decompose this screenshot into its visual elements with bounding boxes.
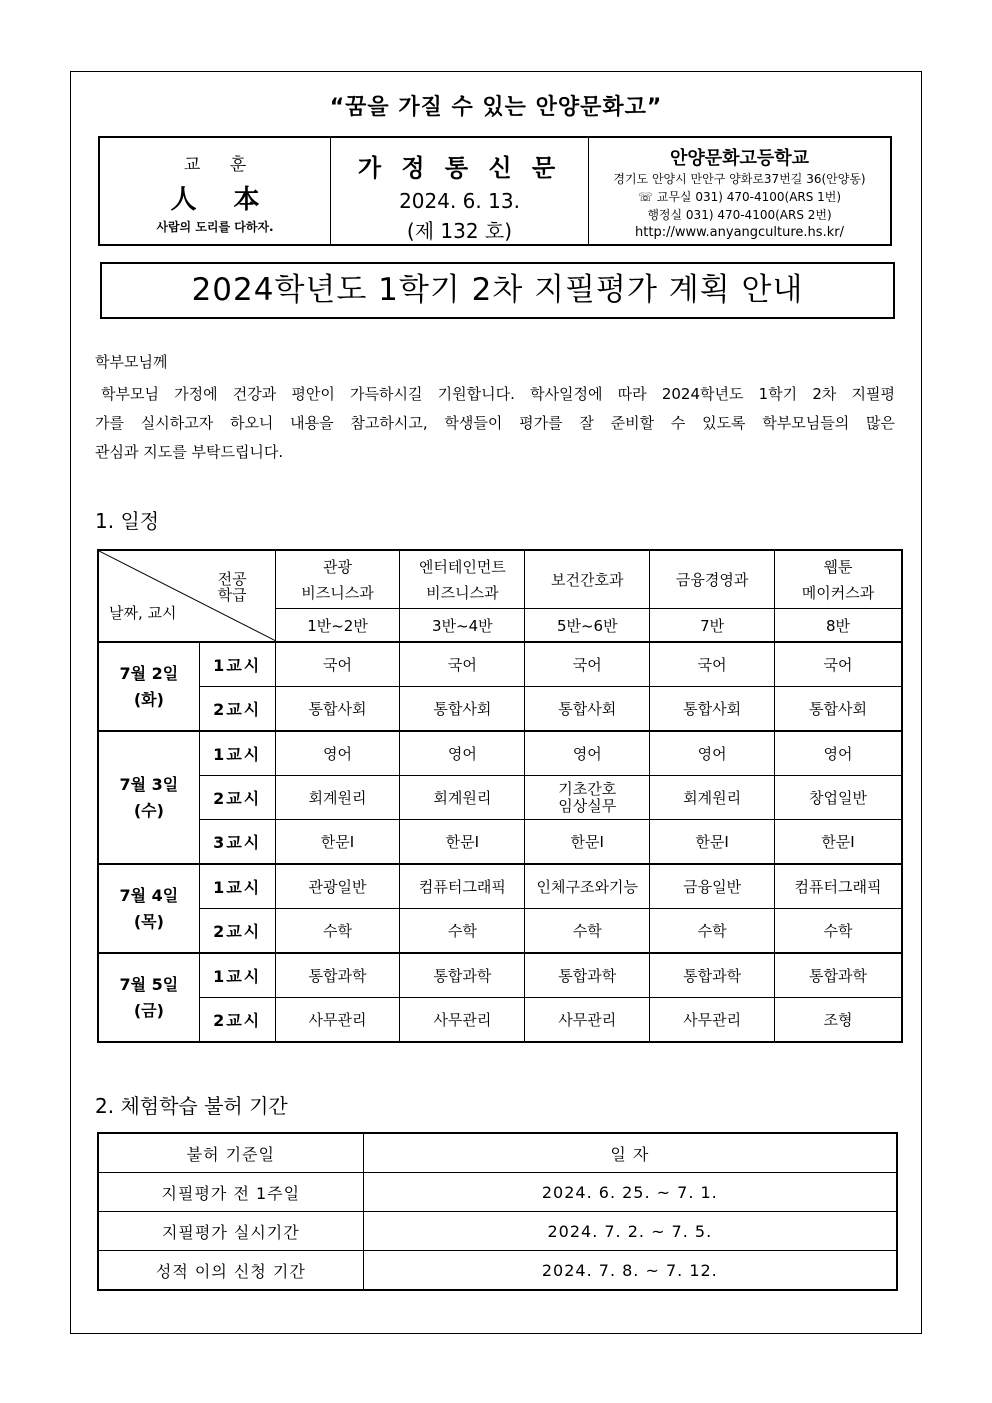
day-date: 7월 2일: [119, 663, 179, 683]
subject-cell: 통합과학: [525, 953, 650, 998]
gyohun-subtitle: 사람의 도리를 다하자.: [156, 220, 274, 234]
newsletter-issue: (제 132 호): [406, 219, 513, 243]
intro-paragraph: [95, 380, 895, 467]
subject-cell: 영어: [650, 731, 775, 776]
period-label: 1교시: [199, 642, 275, 687]
subject-cell: 통합사회: [650, 687, 775, 732]
subject-cell: 영어: [775, 731, 902, 776]
greeting: 학부모님께: [95, 353, 168, 371]
school-url[interactable]: http://www.anyangculture.hs.kr/: [635, 225, 844, 240]
day-cell: [99, 731, 200, 864]
subject-cell: 컴퓨터그래픽: [775, 864, 902, 909]
subject-cell: 통합사회: [525, 687, 650, 732]
subject-cell: 사무관리: [400, 998, 525, 1042]
schedule-table: [98, 550, 902, 1042]
class-header: 8반: [775, 609, 902, 643]
period-label: 2교시: [199, 909, 275, 954]
class-header: 3반~4반: [400, 609, 525, 643]
period-criteria: 성적 이의 신청 기간: [99, 1251, 364, 1290]
subject-cell: 한문Ⅰ: [525, 820, 650, 865]
subject-cell: 한문Ⅰ: [775, 820, 902, 865]
subject-cell: 수학: [775, 909, 902, 954]
class-header: 1반~2반: [275, 609, 400, 643]
day-cell: [99, 864, 200, 953]
subject-cell: 통합과학: [775, 953, 902, 998]
gyohun-label: 교 훈: [183, 155, 259, 175]
day-weekday: (목): [133, 911, 164, 931]
day-date: 7월 5일: [119, 974, 179, 994]
major-header: 관광 비즈니스과: [275, 551, 400, 609]
newsletter-date: 2024. 6. 13.: [399, 189, 520, 213]
subject-cell: 국어: [275, 642, 400, 687]
subject-cell: 국어: [525, 642, 650, 687]
subject-cell: 수학: [525, 909, 650, 954]
day-weekday: (수): [133, 800, 164, 820]
day-date: 7월 4일: [119, 885, 179, 905]
newsletter-header: [98, 136, 892, 246]
period-label: 1교시: [199, 864, 275, 909]
period-label: 1교시: [199, 731, 275, 776]
class-header: 5반~6반: [525, 609, 650, 643]
subject-cell: 조형: [775, 998, 902, 1042]
subject-cell: 통합사회: [400, 687, 525, 732]
corner-label-major: 전공 학급: [217, 570, 247, 604]
subject-cell: 한문Ⅰ: [275, 820, 400, 865]
subject-cell: 사무관리: [275, 998, 400, 1042]
intro-line-2: 가를 실시하고자 하오니 내용을 참고하시고, 학생들이 평가를 잘 준비할 수 있도록 학부모님들의 많은: [95, 414, 895, 432]
intro-line-1: 학부모님 가정에 건강과 평안이 가득하시길 기원합니다. 학사일정에 따라 2024학년도 1학기 2차 지필평: [101, 385, 895, 403]
diagonal-line: [99, 551, 276, 641]
major-header: 엔터테인먼트 비즈니스과: [400, 551, 525, 609]
gyohun-text: 人 本: [170, 185, 274, 215]
day-weekday: (금): [133, 1000, 164, 1020]
subject-cell: 관광일반: [275, 864, 400, 909]
period-header-criteria: 불허 기준일: [99, 1134, 364, 1173]
subject-cell: 통합사회: [775, 687, 902, 732]
subject-cell: 회계원리: [275, 776, 400, 820]
subject-cell: 수학: [400, 909, 525, 954]
subject-cell: 회계원리: [400, 776, 525, 820]
subject-cell: 통합과학: [275, 953, 400, 998]
subject-cell: 사무관리: [650, 998, 775, 1042]
day-cell: [99, 953, 200, 1042]
subject-cell: 수학: [275, 909, 400, 954]
subject-cell: 국어: [400, 642, 525, 687]
newsletter-info: [331, 138, 589, 244]
period-dates: 2024. 7. 2. ~ 7. 5.: [363, 1212, 896, 1251]
section-2-heading: 2. 체험학습 불허 기간: [95, 1094, 288, 1118]
section-1-heading: 1. 일정: [95, 509, 160, 533]
restriction-period-table: [98, 1133, 897, 1290]
motto-box: [100, 138, 331, 244]
subject-cell: 창업일반: [775, 776, 902, 820]
major-header: 보건간호과: [525, 551, 650, 609]
period-criteria: 지필평가 전 1주일: [99, 1173, 364, 1212]
period-label: 2교시: [199, 687, 275, 732]
document-title: 2024학년도 1학기 2차 지필평가 계획 안내: [100, 262, 895, 319]
day-weekday: (화): [133, 689, 164, 709]
major-header: 웹툰 메이커스과: [775, 551, 902, 609]
period-label: 2교시: [199, 998, 275, 1042]
subject-cell: 금융일반: [650, 864, 775, 909]
subject-cell: 기초간호 임상실무: [525, 776, 650, 820]
newsletter-title: 가 정 통 신 문: [357, 154, 562, 182]
subject-cell: 국어: [775, 642, 902, 687]
subject-cell: 컴퓨터그래픽: [400, 864, 525, 909]
school-motto: “꿈을 가질 수 있는 안양문화고”: [329, 95, 663, 120]
subject-cell: 통합사회: [275, 687, 400, 732]
period-label: 2교시: [199, 776, 275, 820]
subject-cell: 인체구조와기능: [525, 864, 650, 909]
subject-cell: 수학: [650, 909, 775, 954]
period-header-dates: 일 자: [363, 1134, 896, 1173]
subject-cell: 한문Ⅰ: [650, 820, 775, 865]
school-name: 안양문화고등학교: [669, 148, 810, 169]
subject-cell: 국어: [650, 642, 775, 687]
corner-label-date: 날짜, 교시: [109, 604, 177, 622]
school-phone-2: 행정실 031) 470-4100(ARS 2번): [647, 208, 832, 222]
major-header: 금융경영과: [650, 551, 775, 609]
period-dates: 2024. 7. 8. ~ 7. 12.: [363, 1251, 896, 1290]
school-info: [589, 138, 890, 244]
day-cell: [99, 642, 200, 731]
schedule-corner-cell: [99, 551, 276, 643]
intro-line-3: 관심과 지도를 부탁드립니다.: [95, 443, 284, 461]
subject-cell: 영어: [525, 731, 650, 776]
subject-cell: 영어: [400, 731, 525, 776]
subject-cell: 회계원리: [650, 776, 775, 820]
period-dates: 2024. 6. 25. ~ 7. 1.: [363, 1173, 896, 1212]
subject-cell: 통합과학: [650, 953, 775, 998]
schedule-body: [99, 642, 902, 1042]
school-phone-1: ☏ 교무실 031) 470-4100(ARS 1번): [637, 190, 842, 204]
subject-cell: 사무관리: [525, 998, 650, 1042]
class-header: 7반: [650, 609, 775, 643]
day-date: 7월 3일: [119, 774, 179, 794]
period-criteria: 지필평가 실시기간: [99, 1212, 364, 1251]
subject-cell: 통합과학: [400, 953, 525, 998]
period-label: 3교시: [199, 820, 275, 865]
period-label: 1교시: [199, 953, 275, 998]
subject-cell: 한문Ⅰ: [400, 820, 525, 865]
subject-cell: 영어: [275, 731, 400, 776]
school-address: 경기도 안양시 만안구 양화로37번길 36(안양동): [613, 172, 866, 186]
